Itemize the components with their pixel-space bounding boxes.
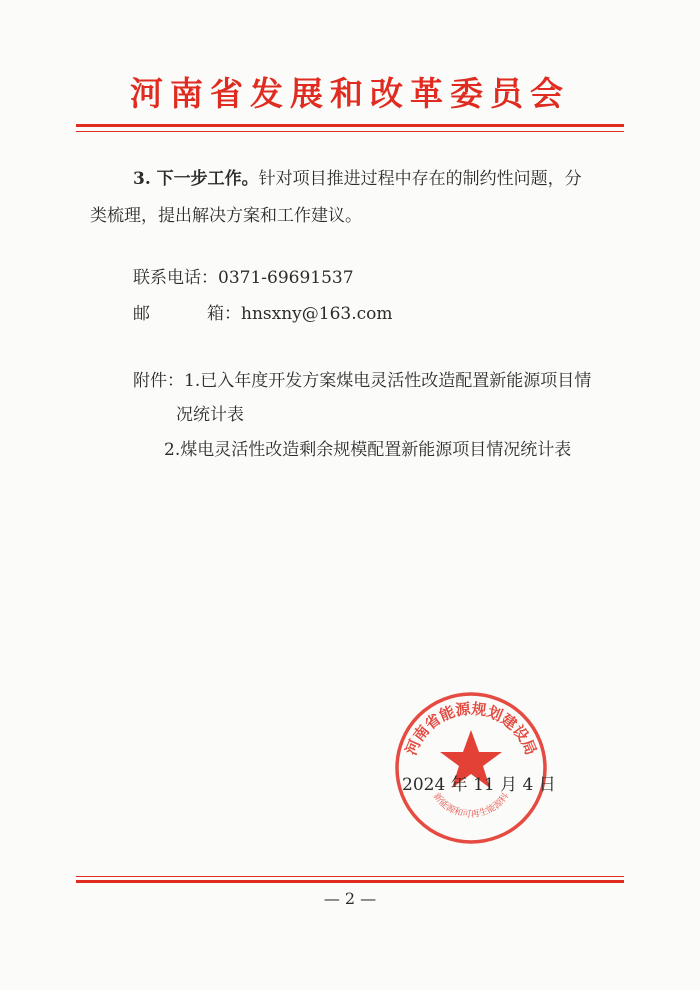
phone-label: 联系电话：	[133, 268, 218, 288]
footer-rule-thin	[76, 876, 624, 877]
email-label-b: 箱：	[207, 304, 241, 324]
page-number: — 2 —	[323, 889, 377, 908]
section3-lead: 3. 下一步工作。	[133, 169, 259, 189]
seal-inner-text: 新能源和可再生能源科	[430, 791, 512, 821]
phone-value: 0371-69691537	[218, 268, 354, 288]
header-rule-thick	[76, 124, 624, 127]
seal-outer-text: 河南省能源规划建设局	[401, 699, 541, 758]
footer-rule-thick	[76, 880, 624, 883]
attachment-item1-cont: 况统计表	[176, 405, 244, 425]
header-title: 河南省发展和改革委员会	[130, 74, 570, 113]
section3-line1-rest: 针对项目推进过程中存在的制约性问题，分	[258, 169, 582, 189]
attachment-item2: 2.煤电灵活性改造剩余规模配置新能源项目情况统计表	[164, 440, 572, 460]
official-seal	[393, 690, 549, 846]
attachment-line1	[133, 371, 591, 391]
contact-phone	[133, 268, 354, 288]
contact-email	[133, 304, 393, 324]
attachment-item1: 1.已入年度开发方案煤电灵活性改造配置新能源项目情	[184, 371, 592, 391]
section3-line1	[133, 169, 582, 189]
section3-line2: 类梳理，提出解决方案和工作建议。	[90, 206, 362, 226]
document-date: 2024 年 11 月 4 日	[402, 775, 556, 795]
email-value: hnsxny@163.com	[241, 304, 393, 324]
header-rule-thin	[76, 131, 624, 132]
email-label-a: 邮	[133, 304, 150, 324]
attachment-label: 附件：	[133, 371, 184, 391]
